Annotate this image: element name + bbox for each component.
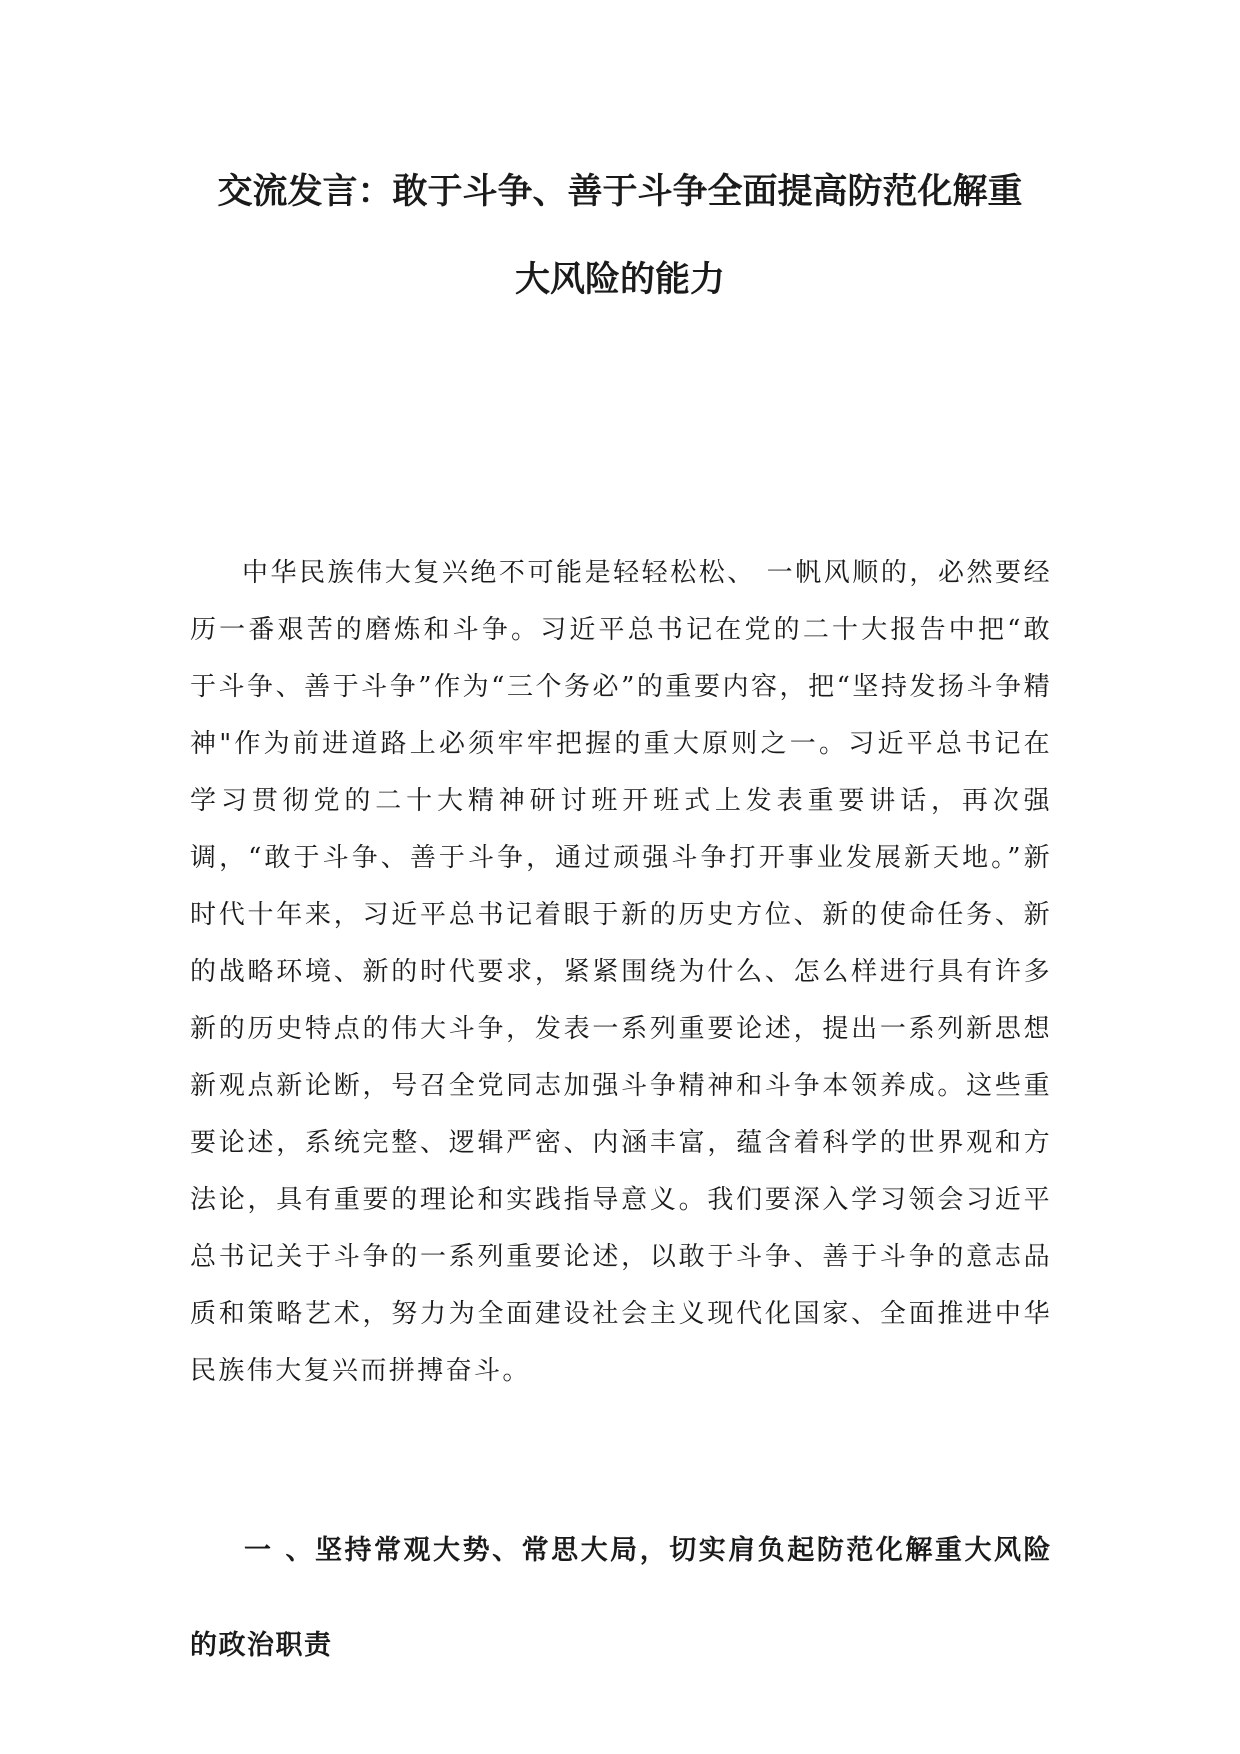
title-line-2: 大风险的能力 (514, 260, 725, 300)
title-line-1: 交流发言：敢于斗争、善于斗争全面提高防范化解重 (217, 172, 1023, 212)
document-title (186, 148, 1054, 324)
section-1-heading: 一 、坚持常观大势、常思大局，切实肩负起防范化解重大风险的政治职责 (190, 1535, 1052, 1661)
intro-paragraph: 中华民族伟大复兴绝不可能是轻轻松松、 一帆风顺的，必然要经历一番艰苦的磨炼和斗争。习近平总书记在党的二十大报告中把“敢于斗争、善于斗争”作为“三个务必”的重要内容，把“坚持发扬斗争精神"作为前进道路上必须牢牢把握的重大原则之一。习近平总书记在学习贯彻党的二十大精神研讨班开班式上发表重要讲话，再次强调，“敢于斗争、善于斗争，通过顽强斗争打开事业发展新天地。”新时代十年来，习近平总书记着眼于新的历史方位、新的使命任务、新的战略环境、新的时代要求，紧紧围绕为什么、怎么样进行具有许多新的历史特点的伟大斗争，发表一系列重要论述，提出一系列新思想新观点新论断，号召全党同志加强斗争精神和斗争本领养成。这些重要论述，系统完整、逻辑严密、内涵丰富，蕴含着科学的世界观和方法论，具有重要的理论和实践指导意义。我们要深入学习领会习近平总书记关于斗争的一系列重要论述，以敢于斗争、善于斗争的意志品质和策略艺术，努力为全面建设社会主义现代化国家、全面推进中华民族伟大复兴而拼搏奋斗。 (190, 558, 1052, 1386)
